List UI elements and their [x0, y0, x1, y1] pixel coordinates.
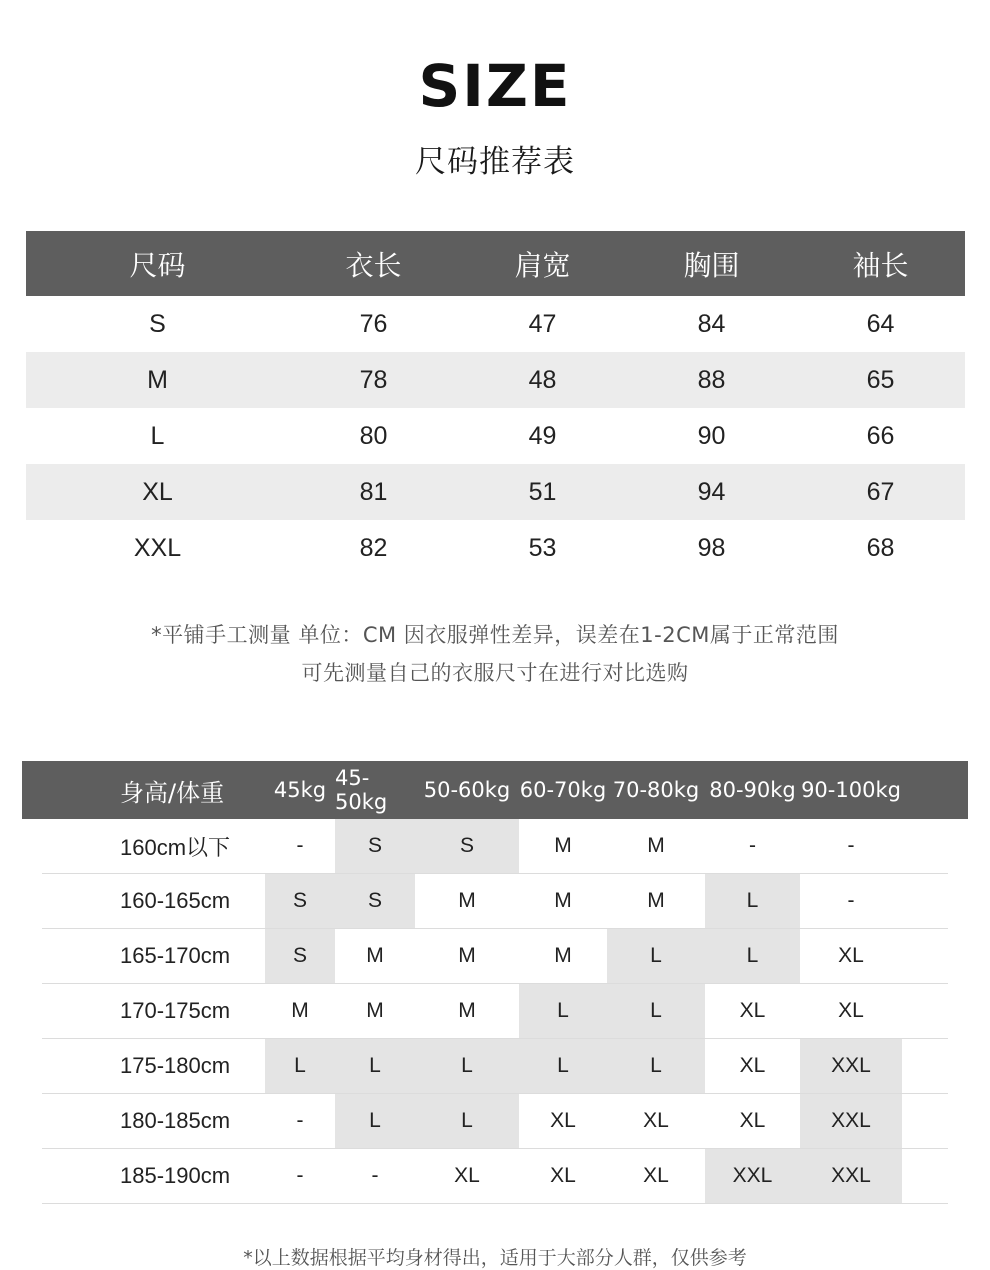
- recommended-size-cell: S: [335, 819, 415, 873]
- recommended-size-cell: M: [458, 889, 476, 912]
- height-range-label: 175-180cm: [120, 1053, 231, 1078]
- recommended-size-cell: L: [705, 874, 800, 928]
- size-table-cell: 94: [697, 477, 726, 506]
- size-table-cell: 98: [697, 533, 726, 562]
- recommended-size-cell: M: [554, 944, 572, 967]
- recommended-size-cell: M: [291, 999, 309, 1022]
- page-title: SIZE: [418, 52, 572, 120]
- size-table-cell: 68: [866, 533, 895, 562]
- size-table-cell: 48: [528, 365, 557, 394]
- height-range-label: 170-175cm: [120, 998, 231, 1023]
- weight-header: 90-100kg: [801, 778, 901, 802]
- recommended-size-cell: S: [265, 929, 335, 983]
- recommend-table-row: [42, 1094, 948, 1149]
- recommended-size-cell: M: [554, 889, 572, 912]
- weight-header: 60-70kg: [519, 778, 607, 802]
- recommended-size-cell: M: [458, 944, 476, 967]
- recommended-size-cell: XXL: [800, 1039, 902, 1093]
- size-table-header: [26, 231, 965, 296]
- recommended-size-cell: XXL: [800, 1149, 902, 1203]
- size-table-header-cell: 衣长: [345, 248, 402, 282]
- recommended-size-cell: M: [554, 834, 572, 857]
- recommended-size-cell: L: [415, 1039, 519, 1093]
- recommended-size-cell: XL: [550, 1164, 576, 1187]
- recommended-size-cell: XXL: [705, 1149, 800, 1203]
- weight-header: 80-90kg: [709, 778, 796, 802]
- recommended-size-cell: XXL: [800, 1094, 902, 1148]
- recommended-size-cell: L: [519, 984, 607, 1038]
- size-table: [26, 231, 965, 576]
- recommended-size-cell: XL: [643, 1109, 669, 1132]
- size-table-cell: 65: [866, 365, 895, 394]
- size-table-row: [26, 520, 965, 576]
- size-table-header-cell: 肩宽: [514, 248, 571, 282]
- recommended-size-cell: XL: [739, 1054, 766, 1077]
- page-subtitle: 尺码推荐表: [415, 144, 575, 180]
- recommend-table-row: [42, 1149, 948, 1204]
- size-table-cell: 88: [697, 365, 726, 394]
- size-table-cell: 84: [697, 309, 726, 338]
- size-table-cell: 67: [866, 477, 895, 506]
- recommend-table-row: [42, 929, 948, 984]
- recommend-table-row: [42, 874, 948, 929]
- recommended-size-cell: XL: [838, 944, 864, 967]
- size-table-cell: XL: [142, 477, 173, 506]
- size-table-cell: M: [147, 365, 168, 394]
- weight-header: 45-50kg: [335, 766, 388, 814]
- recommended-size-cell: L: [705, 929, 800, 983]
- size-table-cell: 49: [528, 421, 557, 450]
- height-range-label: 185-190cm: [120, 1163, 231, 1188]
- size-table-cell: 47: [528, 309, 557, 338]
- recommended-size-cell: L: [607, 984, 705, 1038]
- size-table-cell: 80: [359, 421, 388, 450]
- size-table-cell: 64: [866, 309, 895, 338]
- recommended-size-cell: -: [847, 834, 855, 857]
- recommended-size-cell: XL: [739, 999, 766, 1022]
- recommended-size-cell: XL: [454, 1164, 480, 1187]
- recommend-corner-label: 身高/体重: [120, 778, 225, 807]
- recommend-table-row: [42, 984, 948, 1039]
- recommend-table-row: [42, 819, 948, 874]
- recommended-size-cell: -: [296, 834, 304, 857]
- compare-note: 可先测量自己的衣服尺寸在进行对比选购: [301, 661, 689, 685]
- size-table-cell: L: [150, 421, 165, 450]
- recommended-size-cell: S: [335, 874, 415, 928]
- size-table-cell: 66: [866, 421, 895, 450]
- recommended-size-cell: -: [296, 1109, 304, 1132]
- recommended-size-cell: L: [265, 1039, 335, 1093]
- size-table-header-cell: 尺码: [129, 248, 186, 282]
- size-table-cell: 76: [359, 309, 388, 338]
- size-table-cell: 90: [697, 421, 726, 450]
- recommended-size-cell: M: [647, 889, 665, 912]
- height-range-label: 160-165cm: [120, 888, 231, 913]
- recommend-table-row: [42, 1039, 948, 1094]
- recommended-size-cell: -: [296, 1164, 304, 1187]
- weight-header: 70-80kg: [612, 778, 700, 802]
- recommended-size-cell: S: [415, 819, 519, 873]
- weight-header: 50-60kg: [423, 778, 511, 802]
- recommended-size-cell: L: [415, 1094, 519, 1148]
- recommended-size-cell: L: [335, 1094, 415, 1148]
- recommended-size-cell: L: [607, 1039, 705, 1093]
- size-table-cell: 82: [359, 533, 388, 562]
- size-table-row: [26, 352, 965, 408]
- size-table-row: [26, 408, 965, 464]
- size-table-header-cell: 袖长: [852, 248, 909, 282]
- recommended-size-cell: M: [366, 944, 384, 967]
- recommended-size-cell: -: [371, 1164, 379, 1187]
- size-table-header-cell: 胸围: [683, 248, 740, 282]
- recommend-table: [22, 761, 968, 1204]
- recommended-size-cell: L: [519, 1039, 607, 1093]
- size-table-cell: 81: [359, 477, 388, 506]
- footer-note: *以上数据根据平均身材得出，适用于大部分人群，仅供参考: [243, 1247, 747, 1269]
- recommend-table-header: [22, 761, 968, 819]
- recommended-size-cell: L: [335, 1039, 415, 1093]
- weight-header: 45kg: [273, 778, 327, 802]
- height-range-label: 165-170cm: [120, 943, 231, 968]
- recommended-size-cell: XL: [643, 1164, 669, 1187]
- recommended-size-cell: M: [458, 999, 476, 1022]
- recommended-size-cell: XL: [739, 1109, 766, 1132]
- recommended-size-cell: XL: [838, 999, 864, 1022]
- recommended-size-cell: -: [847, 889, 855, 912]
- size-table-row: [26, 464, 965, 520]
- size-table-cell: S: [149, 309, 166, 338]
- size-table-cell: 78: [359, 365, 388, 394]
- measure-note: *平铺手工测量 单位：CM 因衣服弹性差异，误差在1-2CM属于正常范围: [151, 623, 839, 647]
- height-range-label: 160cm以下: [120, 834, 231, 860]
- height-range-label: 180-185cm: [120, 1108, 231, 1133]
- size-table-cell: XXL: [133, 533, 182, 562]
- recommended-size-cell: S: [265, 874, 335, 928]
- recommended-size-cell: L: [607, 929, 705, 983]
- recommended-size-cell: M: [647, 834, 665, 857]
- recommended-size-cell: -: [749, 834, 756, 857]
- recommended-size-cell: XL: [550, 1109, 576, 1132]
- size-table-row: [26, 296, 965, 352]
- size-table-cell: 51: [528, 477, 557, 506]
- size-table-cell: 53: [528, 533, 557, 562]
- recommended-size-cell: M: [366, 999, 384, 1022]
